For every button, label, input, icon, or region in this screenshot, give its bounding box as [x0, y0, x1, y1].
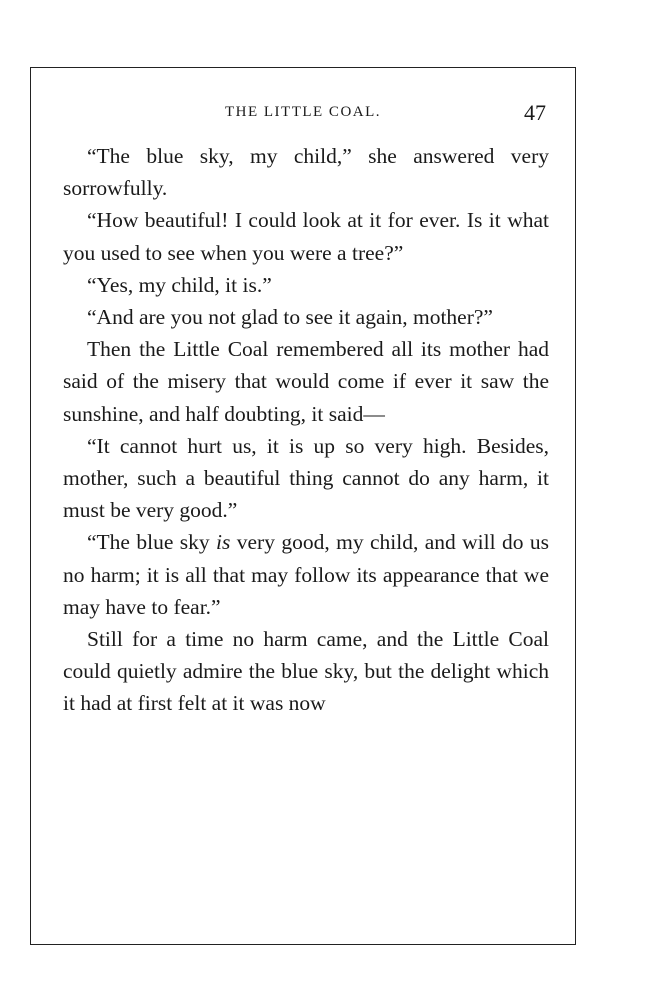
paragraph-1: “The blue sky, my child,” she answered very sorrowfully. — [63, 144, 549, 201]
paragraph-7-after: very good, my child, and will do us no harm; it is all that may follow its appearance that we may have to fear.” — [63, 530, 549, 619]
running-title: THE LITTLE COAL. — [224, 104, 382, 120]
paragraph-5: Then the Little Coal remembered all its mother had said of the misery that would come if ever it saw the sunshine, and half doubting, it said— — [63, 337, 549, 426]
body-text — [63, 140, 549, 720]
paragraph-7-before: “The blue sky — [87, 530, 217, 555]
paragraph-7 — [63, 526, 549, 623]
paragraph-8: Still for a time no harm came, and the Little Coal could quietly admire the blue sky, but the delight which it had at first felt at it was now — [63, 627, 549, 716]
paragraph-4: “And are you not glad to see it again, mother?” — [87, 305, 493, 330]
paragraph-6: “It cannot hurt us, it is up so very high. Besides, mother, such a beautiful thing cannot do any harm, it must be very good.” — [63, 433, 549, 523]
running-head — [30, 100, 576, 130]
paragraph-7-emphasis: is — [216, 530, 231, 555]
paragraph-2: “How beautiful! I could look at it for ever. Is it what you used to see when you were a tree?” — [63, 208, 549, 265]
paragraph-3: “Yes, my child, it is.” — [87, 272, 272, 297]
page-number: 47 — [524, 100, 546, 125]
